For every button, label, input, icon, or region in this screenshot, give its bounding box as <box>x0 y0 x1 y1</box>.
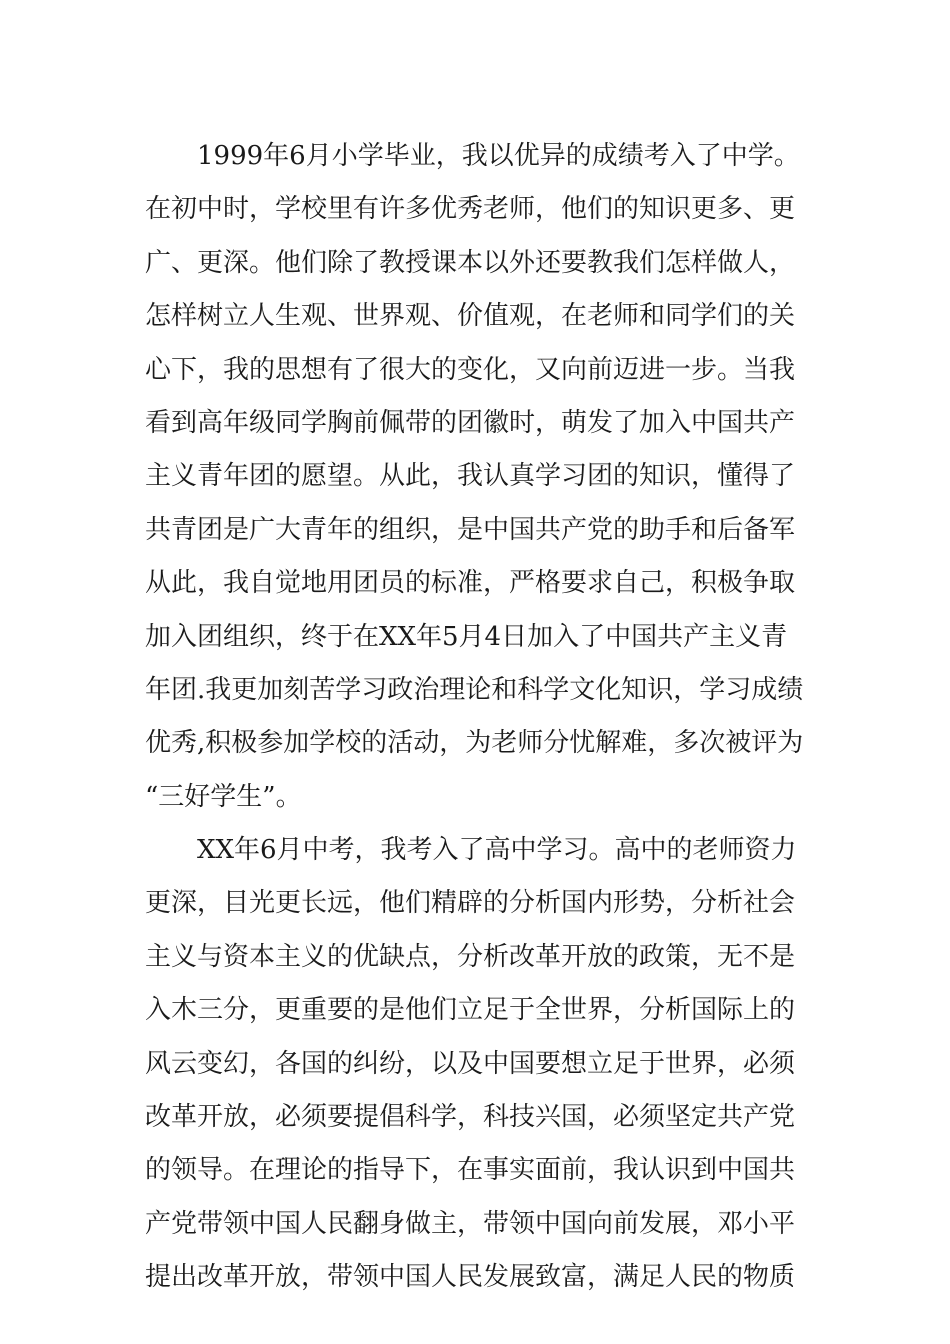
text-line: “三好学生”。 <box>145 781 302 812</box>
text-line: 主义青年团的愿望。从此，我认真学习团的知识，懂得了 <box>145 461 796 492</box>
text-line: 广、更深。他们除了教授课本以外还要教我们怎样做人， <box>145 247 796 278</box>
text-line: 提出改革开放，带领中国人民发展致富，满足人民的物质 <box>145 1262 796 1293</box>
paragraph-2 <box>145 824 810 1305</box>
text-line: 怎样树立人生观、世界观、价值观，在老师和同学们的关 <box>145 301 796 332</box>
text-line: 主义与资本主义的优缺点，分析改革开放的政策，无不是 <box>145 941 796 972</box>
text-line: 加入团组织，终于在XX年5月4日加入了中国共产主义青 <box>145 621 788 652</box>
text-line: 的领导。在理论的指导下，在事实面前，我认识到中国共 <box>145 1155 796 1186</box>
text-line: 产党带领中国人民翻身做主，带领中国向前发展，邓小平 <box>145 1208 796 1239</box>
document-body <box>145 130 810 1305</box>
text-line: 心下，我的思想有了很大的变化，又向前迈进一步。当我 <box>145 354 796 385</box>
text-line: 共青团是广大青年的组织，是中国共产党的助手和后备军 <box>145 514 796 545</box>
text-line: 从此，我自觉地用团员的标准，严格要求自己，积极争取 <box>145 568 796 599</box>
text-line: 年团.我更加刻苦学习政治理论和科学文化知识，学习成绩 <box>145 674 804 705</box>
text-line: 看到高年级同学胸前佩带的团徽时，萌发了加入中国共产 <box>145 407 796 438</box>
text-line: 更深，目光更长远，他们精辟的分析国内形势，分析社会 <box>145 888 796 919</box>
text-line: 优秀,积极参加学校的活动，为老师分忧解难，多次被评为 <box>145 728 804 759</box>
text-line: 入木三分，更重要的是他们立足于全世界，分析国际上的 <box>145 995 796 1026</box>
text-line: 在初中时，学校里有许多优秀老师，他们的知识更多、更 <box>145 194 796 225</box>
text-line: 1999年6月小学毕业，我以优异的成绩考入了中学。 <box>197 141 800 171</box>
text-line: 风云变幻，各国的纠纷，以及中国要想立足于世界，必须 <box>145 1048 796 1079</box>
text-line: 改革开放，必须要提倡科学，科技兴国，必须坚定共产党 <box>145 1102 796 1133</box>
paragraph-1 <box>145 130 810 824</box>
text-line: XX年6月中考，我考入了高中学习。高中的老师资力 <box>197 835 797 866</box>
